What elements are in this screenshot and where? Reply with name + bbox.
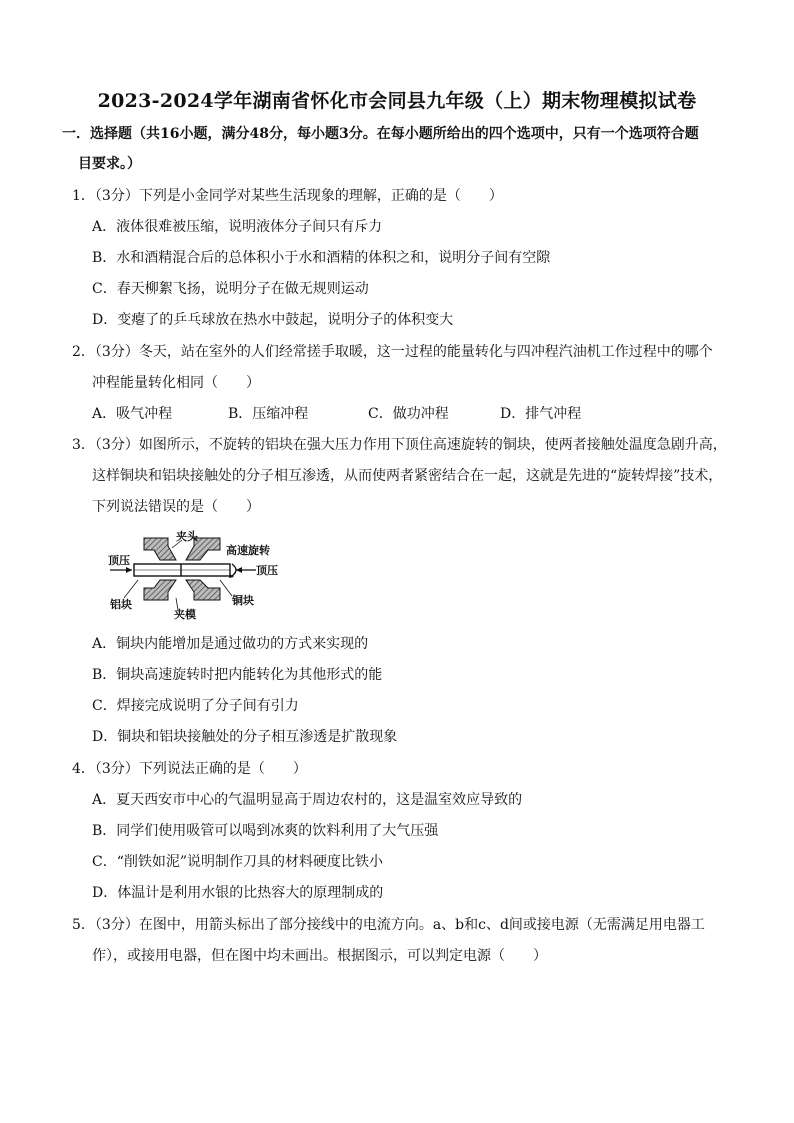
section-heading-line2: 目要求。） (78, 156, 141, 172)
option-d: D．排气冲程 (500, 406, 582, 422)
option-a: A．夏天西安市中心的气温明显高于周边农村的，这是温室效应导致的 (92, 792, 523, 808)
question-stem-cont: 作），或接用电器，但在图中均未画出。根据图示，可以判定电源（ ） (92, 948, 547, 964)
option-b: B．压缩冲程 (228, 406, 309, 422)
label-clamp-bottom: 夹模 (174, 608, 196, 620)
option-a: A．液体很难被压缩，说明液体分子间只有斥力 (92, 219, 383, 235)
option-b: B．铜块高速旋转时把内能转化为其他形式的能 (92, 667, 383, 683)
section-heading-line1: 一．选择题（共16小题，满分48分，每小题3分。在每小题所给出的四个选项中，只有一个选项符合题 (62, 126, 699, 142)
question-stem: 3．（3分）如图所示，不旋转的铝块在强大压力作用下顶住高速旋转的铜块，使两者接触处温度急剧升高， (72, 437, 727, 453)
label-copper: 铜块 (232, 594, 254, 607)
question-stem: 4．（3分）下列说法正确的是（ ） (72, 761, 307, 777)
question-stem: 5．（3分）在图中，用箭头标出了部分接线中的电流方向。a、b和c、d间或接电源（无需满足用电器工 (72, 917, 705, 933)
option-a: A．吸气冲程 (92, 406, 173, 422)
question-stem-cont: 下列说法错误的是（ ） (92, 499, 260, 515)
option-c: C．焊接完成说明了分子间有引力 (92, 698, 299, 714)
page-title: 2023-2024学年湖南省怀化市会同县九年级（上）期末物理模拟试卷 (97, 90, 697, 112)
option-b: B．水和酒精混合后的总体积小于水和酒精的体积之和，说明分子间有空隙 (92, 250, 551, 266)
question-stem-cont: 这样铜块和铝块接触处的分子相互渗透，从而使两者紧密结合在一起，这就是先进的“旋转焊接”技术， (92, 468, 723, 484)
label-clamp-top: 夹头 (176, 530, 198, 543)
question-stem: 1．（3分）下列是小金同学对某些生活现象的理解，正确的是（ ） (72, 188, 503, 204)
option-b: B．同学们使用吸管可以喝到冰爽的饮料利用了大气压强 (92, 823, 439, 839)
option-c: C．做功冲程 (368, 406, 449, 422)
label-press-left: 顶压 (108, 554, 130, 567)
question-stem-cont: 冲程能量转化相同（ ） (92, 375, 260, 391)
rotary-welding-figure (108, 530, 286, 620)
label-spin: 高速旋转 (226, 544, 270, 557)
label-aluminum: 铝块 (110, 598, 132, 611)
question-stem: 2．（3分）冬天，站在室外的人们经常搓手取暖，这一过程的能量转化与四冲程汽油机工作过程中的哪个 (72, 344, 713, 360)
option-a: A．铜块内能增加是通过做功的方式来实现的 (92, 636, 369, 652)
option-d: D．体温计是利用水银的比热容大的原理制成的 (92, 885, 384, 901)
option-c: C．“削铁如泥”说明制作刀具的材料硬度比铁小 (92, 854, 384, 870)
option-d: D．变瘪了的乒乓球放在热水中鼓起，说明分子的体积变大 (92, 312, 454, 328)
option-d: D．铜块和铝块接触处的分子相互渗透是扩散现象 (92, 729, 398, 745)
label-press-right: 顶压 (256, 564, 278, 577)
option-c: C．春天柳絮飞扬，说明分子在做无规则运动 (92, 281, 369, 297)
